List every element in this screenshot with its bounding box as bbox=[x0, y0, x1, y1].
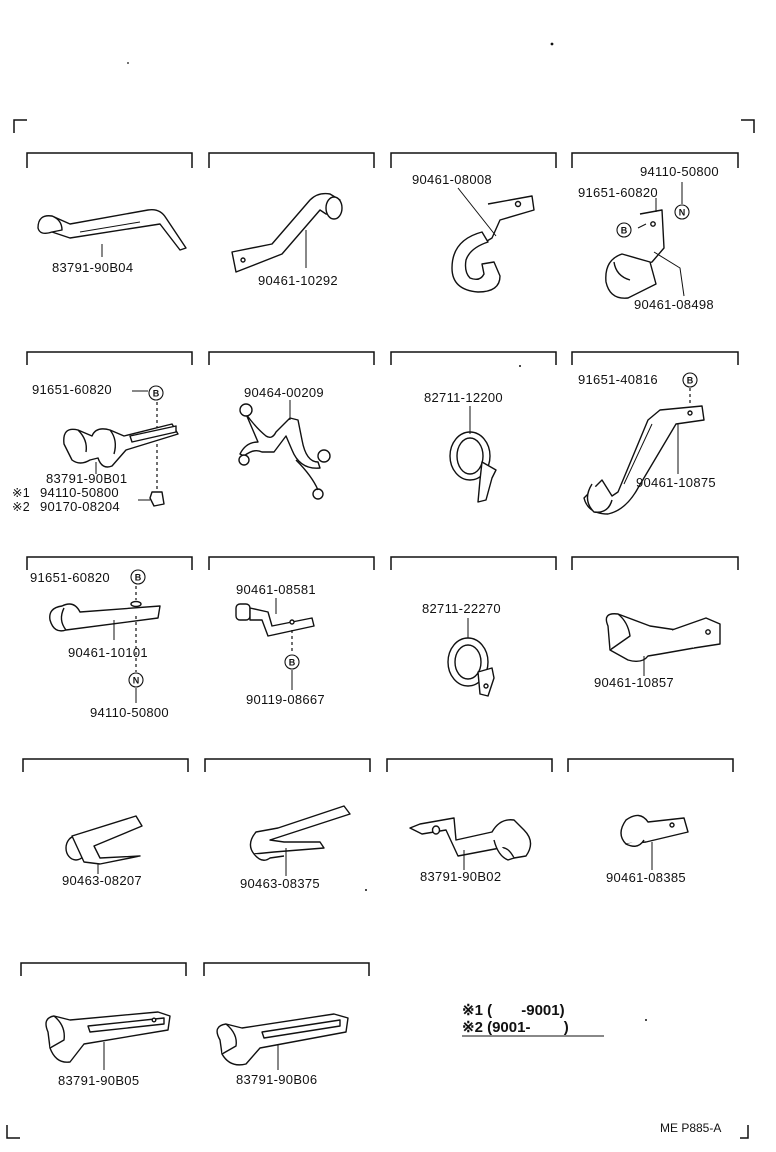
part-number-label: 90170-08204 bbox=[40, 499, 120, 514]
variant-mark-1: ※1 bbox=[12, 486, 31, 500]
part-90464-00209-drawing bbox=[239, 400, 330, 499]
part-number-label: 83791-90B02 bbox=[420, 869, 502, 884]
legend-line-1: ※1 ( -9001) bbox=[462, 1002, 565, 1019]
part-number-label: 90461-10857 bbox=[594, 675, 674, 690]
part-number-label: 82711-22270 bbox=[422, 601, 501, 616]
part-number-label: 90463-08207 bbox=[62, 873, 142, 888]
corner-mark-top-right bbox=[741, 120, 754, 133]
part-number-label: 91651-60820 bbox=[578, 185, 658, 200]
part-number-label: 90119-08667 bbox=[246, 692, 325, 707]
part-number-label: 90461-10875 bbox=[636, 475, 716, 490]
part-90461-10875-drawing bbox=[584, 373, 704, 514]
part-83791-90B02-drawing bbox=[410, 818, 531, 870]
legend-line-2: ※2 (9001- ) bbox=[462, 1019, 569, 1036]
part-83791-90B06-drawing bbox=[217, 1014, 348, 1070]
part-number-label: 83791-90B06 bbox=[236, 1072, 318, 1087]
part-number-label: 83791-90B04 bbox=[52, 260, 134, 275]
part-83791-90B05-drawing bbox=[46, 1012, 170, 1070]
bolt-mark: B bbox=[620, 225, 628, 236]
part-number-label: 90464-00209 bbox=[244, 385, 324, 400]
part-90461-08385-drawing bbox=[621, 815, 688, 870]
part-number-label: 90463-08375 bbox=[240, 876, 320, 891]
bolt-mark: B bbox=[152, 388, 160, 399]
part-90461-10857-drawing bbox=[606, 614, 720, 676]
part-82711-22270-drawing bbox=[448, 618, 494, 696]
part-number-label: 94110-50800 bbox=[90, 705, 169, 720]
part-number-label: 83791-90B01 bbox=[46, 471, 128, 486]
part-number-label: 90461-10101 bbox=[68, 645, 148, 660]
part-90463-08207-drawing bbox=[66, 816, 142, 874]
part-number-label: 90461-08498 bbox=[634, 297, 714, 312]
part-90461-08581-drawing bbox=[236, 598, 314, 690]
bolt-mark: B bbox=[686, 375, 694, 386]
part-90461-10101-drawing bbox=[50, 570, 160, 703]
bolt-mark: B bbox=[134, 572, 142, 583]
part-number-label: 82711-12200 bbox=[424, 390, 503, 405]
part-number-label: 91651-60820 bbox=[30, 570, 110, 585]
nut-mark: N bbox=[678, 207, 686, 218]
part-number-label: 90461-08385 bbox=[606, 870, 686, 885]
part-number-label: 83791-90B05 bbox=[58, 1073, 140, 1088]
part-number-label: 90461-10292 bbox=[258, 273, 338, 288]
part-number-label: 94110-50800 bbox=[640, 164, 719, 179]
part-number-label: 90461-08581 bbox=[236, 582, 316, 597]
part-number-label: 91651-60820 bbox=[32, 382, 112, 397]
part-90463-08375-drawing bbox=[250, 806, 350, 876]
corner-mark-bottom-left bbox=[7, 1125, 20, 1138]
part-number-label: 94110-50800 bbox=[40, 485, 119, 500]
corner-mark-bottom-right bbox=[740, 1125, 748, 1138]
part-number-label: 90461-08008 bbox=[412, 172, 492, 187]
part-90461-10292-drawing bbox=[232, 194, 342, 272]
part-number-label: 91651-40816 bbox=[578, 372, 658, 387]
part-82711-12200-drawing bbox=[450, 406, 496, 502]
variant-mark-2: ※2 bbox=[12, 500, 31, 514]
part-83791-90B04-drawing bbox=[38, 210, 186, 257]
diagram-code: ME P885-A bbox=[660, 1121, 722, 1135]
bolt-mark: B bbox=[288, 657, 296, 668]
nut-mark: N bbox=[132, 675, 140, 686]
part-90461-08008-drawing bbox=[452, 188, 534, 292]
corner-mark-top-left bbox=[14, 120, 27, 133]
